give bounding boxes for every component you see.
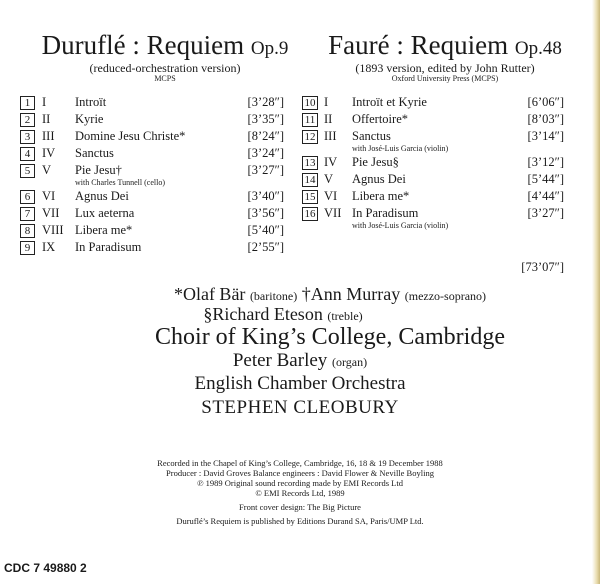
organist-role: (organ) [332,355,368,369]
track-row [20,94,284,111]
track-number-box: 3 [20,130,35,144]
durufle-opus: Op.9 [250,38,289,59]
track-title: Pie Jesu§ [352,155,399,169]
faure-tracklist [302,94,564,231]
track-title: In Paradisum [352,206,419,220]
track-duration: [3’35″] [247,112,284,126]
track-row [20,162,284,179]
movement-numeral: II [324,112,333,126]
track-duration: [3’28″] [247,95,284,109]
track-duration: [5’44″] [527,172,564,186]
durufle-title-text: Duruflé : Requiem [41,30,245,60]
movement-numeral: I [324,95,329,109]
track-title: Offertoire* [352,112,408,126]
track-duration: [3’40″] [247,189,284,203]
track-duration: [5’40″] [247,223,284,237]
movement-numeral: I [42,95,47,109]
track-note-row [302,222,564,231]
track-number-box: 5 [20,164,35,178]
soloist-bar-role: (baritone) [249,289,298,303]
movement-numeral: IV [324,155,338,169]
track-row [20,128,284,145]
track-title: Kyrie [75,112,104,126]
soloist-eteson: §Richard Eteson [203,304,323,324]
track-number-box: 10 [302,96,318,110]
orchestra: English Chamber Orchestra [194,373,406,394]
track-row [302,128,564,145]
durufle-subtitle: (reduced-orchestration version) [89,61,241,75]
track-number-box: 4 [20,147,35,161]
total-time: [73’07″] [521,260,564,274]
track-title: Agnus Dei [352,172,406,186]
soloist-bar: *Olaf Bär [173,284,246,304]
track-row [302,171,564,188]
track-row [20,111,284,128]
soloist-murray-role: (mezzo-soprano) [404,289,487,303]
track-duration: [3’14″] [527,129,564,143]
movement-numeral: VII [324,206,342,220]
phonogram-credit: ℗ 1989 Original sound recording made by EMI Records Ltd [197,478,403,488]
movement-numeral: II [42,112,51,126]
track-duration: [3’12″] [527,155,564,169]
cover-design-credit: Front cover design: The Big Picture [239,502,361,512]
track-duration: [3’56″] [247,206,284,220]
track-duration: [3’24″] [247,146,284,160]
movement-numeral: VII [42,206,60,220]
conductor: STEPHEN CLEOBURY [201,397,399,418]
recording-credit: Recorded in the Chapel of King’s College, Cambridge, 16, 18 & 19 December 1988 [157,458,443,468]
movement-numeral: IV [42,146,56,160]
track-row [302,154,564,171]
track-row [20,205,284,222]
track-title: Sanctus [75,146,114,160]
track-duration: [6’06″] [527,95,564,109]
track-title: Sanctus [352,129,391,143]
soloists-line-2 [0,304,566,325]
movement-numeral: VI [324,189,338,203]
movement-numeral: III [324,129,337,143]
track-title: In Paradisum [75,240,142,254]
track-number-box: 14 [302,173,318,187]
faure-title [310,30,580,61]
soloist-eteson-role: (treble) [327,309,363,323]
movement-numeral: VI [42,189,56,203]
track-title: Introït [75,95,107,109]
track-title: Libera me* [352,189,410,203]
track-note-row [20,179,284,188]
durufle-title [30,30,300,61]
track-number-box: 13 [302,156,318,170]
track-number-box: 16 [302,207,318,221]
faure-title-text: Fauré : Requiem [328,30,509,60]
track-duration: [2’55″] [247,240,284,254]
track-row [20,222,284,239]
faure-subtitle: (1893 version, edited by John Rutter) [355,61,535,75]
track-number-box: 7 [20,207,35,221]
track-row [20,188,284,205]
track-row [302,94,564,111]
track-number-box: 1 [20,96,35,110]
movement-numeral: VIII [42,223,64,237]
movement-numeral: III [42,129,55,143]
choir: Choir of King’s College, Cambridge [155,324,505,350]
track-row [20,145,284,162]
track-performer-note: with José-Luis Garcia (violin) [352,221,449,230]
track-note-row [302,145,564,154]
soloists-line-1 [0,284,600,305]
copyright-credit: © EMI Records Ltd, 1989 [255,488,345,498]
track-number-box: 6 [20,190,35,204]
movement-numeral: V [42,163,52,177]
producer-credit: Producer : David Groves Balance engineers : David Flower & Neville Boyling [166,468,434,478]
publisher-credit: Duruflé’s Requiem is published by Editions Durand SA, Paris/UMP Ltd. [176,516,424,526]
catalogue-number: CDC 7 49880 2 [4,561,87,575]
track-duration: [3’27″] [527,206,564,220]
track-duration: [4’44″] [527,189,564,203]
track-title: Domine Jesu Christe* [75,129,186,143]
durufle-tracklist [20,94,284,256]
track-number-box: 8 [20,224,35,238]
track-number-box: 12 [302,130,318,144]
track-number-box: 11 [302,113,318,127]
track-duration: [3’27″] [247,163,284,177]
track-row [20,239,284,256]
track-title: Pie Jesu† [75,163,122,177]
movement-numeral: V [324,172,334,186]
organist [0,350,600,372]
track-number-box: 2 [20,113,35,127]
track-duration: [8’03″] [527,112,564,126]
track-number-box: 9 [20,241,35,255]
durufle-rights: MCPS [154,74,176,83]
track-title: Introït et Kyrie [352,95,427,109]
track-title: Libera me* [75,223,133,237]
soloist-murray: †Ann Murray [301,284,401,304]
faure-opus: Op.48 [514,38,562,59]
organist-name: Peter Barley [232,350,328,371]
track-title: Lux aeterna [75,206,135,220]
track-row [302,205,564,222]
track-title: Agnus Dei [75,189,129,203]
track-performer-note: with José-Luis Garcia (violin) [352,144,449,153]
track-number-box: 15 [302,190,318,204]
track-performer-note: with Charles Tunnell (cello) [75,178,165,187]
track-duration: [8’24″] [247,129,284,143]
track-row [302,111,564,128]
faure-rights: Oxford University Press (MCPS) [391,74,499,83]
track-row [302,188,564,205]
movement-numeral: IX [42,240,56,254]
